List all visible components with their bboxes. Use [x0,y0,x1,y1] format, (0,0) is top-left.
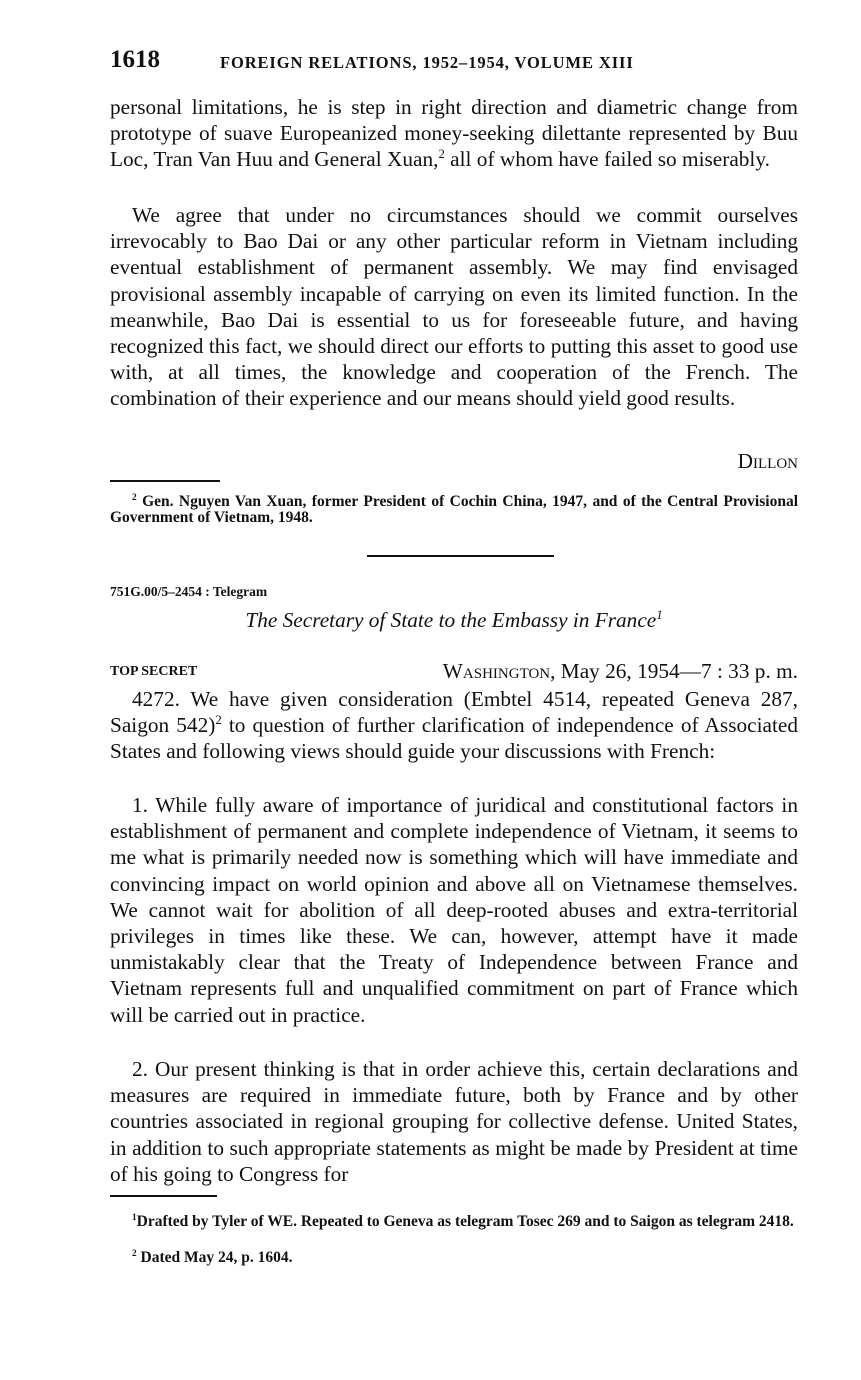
footnote-text: Drafted by Tyler of WE. Repeated to Geneva as telegram Tosec 269 and to Saigon as telegram 2418. [136,1213,794,1230]
paragraph [110,686,798,765]
footnote-rule [110,480,220,482]
running-title: FOREIGN RELATIONS, 1952–1954, VOLUME XIII [220,53,634,72]
footnote-text: Dated May 24, p. 1604. [140,1249,293,1266]
file-reference: 751G.00/5–2454 : Telegram [110,584,268,599]
paragraph-continuation [110,94,798,173]
paragraph-text-end: all of whom have failed so miserably. [444,147,770,172]
classification: TOP SECRET [110,664,198,679]
document-title [110,607,798,633]
paragraph-2: 2. Our present thinking is that in order achieve this, certain declarations and measures are required in immediate future, both by France and by other countries associated in regional grouping for collective defense. United States, in addition to such appropriate statements as might be made by President at time of his going to Congress for [110,1057,798,1186]
footnote-2 [110,1250,798,1266]
footnote-mark: 1 [132,1212,137,1223]
paragraph-text: 4272. We have given consideration (Embtel 4514, repeated Geneva 287, Saigon 542) [110,687,798,738]
footnote-mark: 2 [132,1248,137,1259]
paragraph-1: 1. While fully aware of importance of juridical and constitutional factors in establishment of permanent and complete independence of Vietnam, it seems to me what is primarily needed now is something which will have immediate and convincing impact on world opinion and above all on Vietnamese themselves. We cannot wait for abolition of all deep-rooted abuses and extra-territorial privileges in times like these. We can, however, attempt have it made unmistakably clear that the Treaty of Independence between France and Vietnam represents full and unqualified commitment on part of France which will be carried out in practice. [110,793,798,1027]
place: Washington [442,659,551,683]
title-text: The Secretary of State to the Embassy in France [245,608,657,632]
dateline [110,658,798,684]
footnote-text: Gen. Nguyen Van Xuan, former President of Cochin China, 1947, and of the Central Provisional Government of Vietnam, 1948. [110,493,799,526]
paragraph-text-end: to question of further clarification of independence of Associated States and following views should guide your discussions with French: [110,713,798,764]
footnote-mark: 2 [132,492,137,503]
footnote-ref: 1 [656,607,663,622]
paragraph: We agree that under no circumstances should we commit ourselves irrevocably to Bao Dai or any other particular reform in Vietnam including eventual establishment of permanent assembly. We may find envisaged provisional assembly incapable of carrying on even its limited function. In the meanwhile, Bao Dai is essential to us for foreseeable future, and having recognized this fact, we should direct our efforts to putting this asset to good use with, at all times, the knowledge and cooperation of the French. The combination of their experience and our means should yield good results. [110,203,798,411]
footnote-ref: 2 [215,713,222,728]
footnote-rule [110,1195,217,1197]
footnote-1 [110,1214,798,1230]
date-time: , May 26, 1954—7 : 33 p. m. [550,659,798,683]
section-divider [367,555,554,557]
footnote [110,494,798,525]
signature: Dillon [737,449,798,473]
page-number: 1618 [110,46,160,73]
paragraph-text: personal limitations, he is step in right direction and diametric change from prototype of suave Europeanized money-seeking dilettante represented by Buu Loc, Tran Van Huu and General Xuan, [110,95,798,172]
footnote-ref: 2 [438,147,445,162]
page-header [110,46,800,78]
